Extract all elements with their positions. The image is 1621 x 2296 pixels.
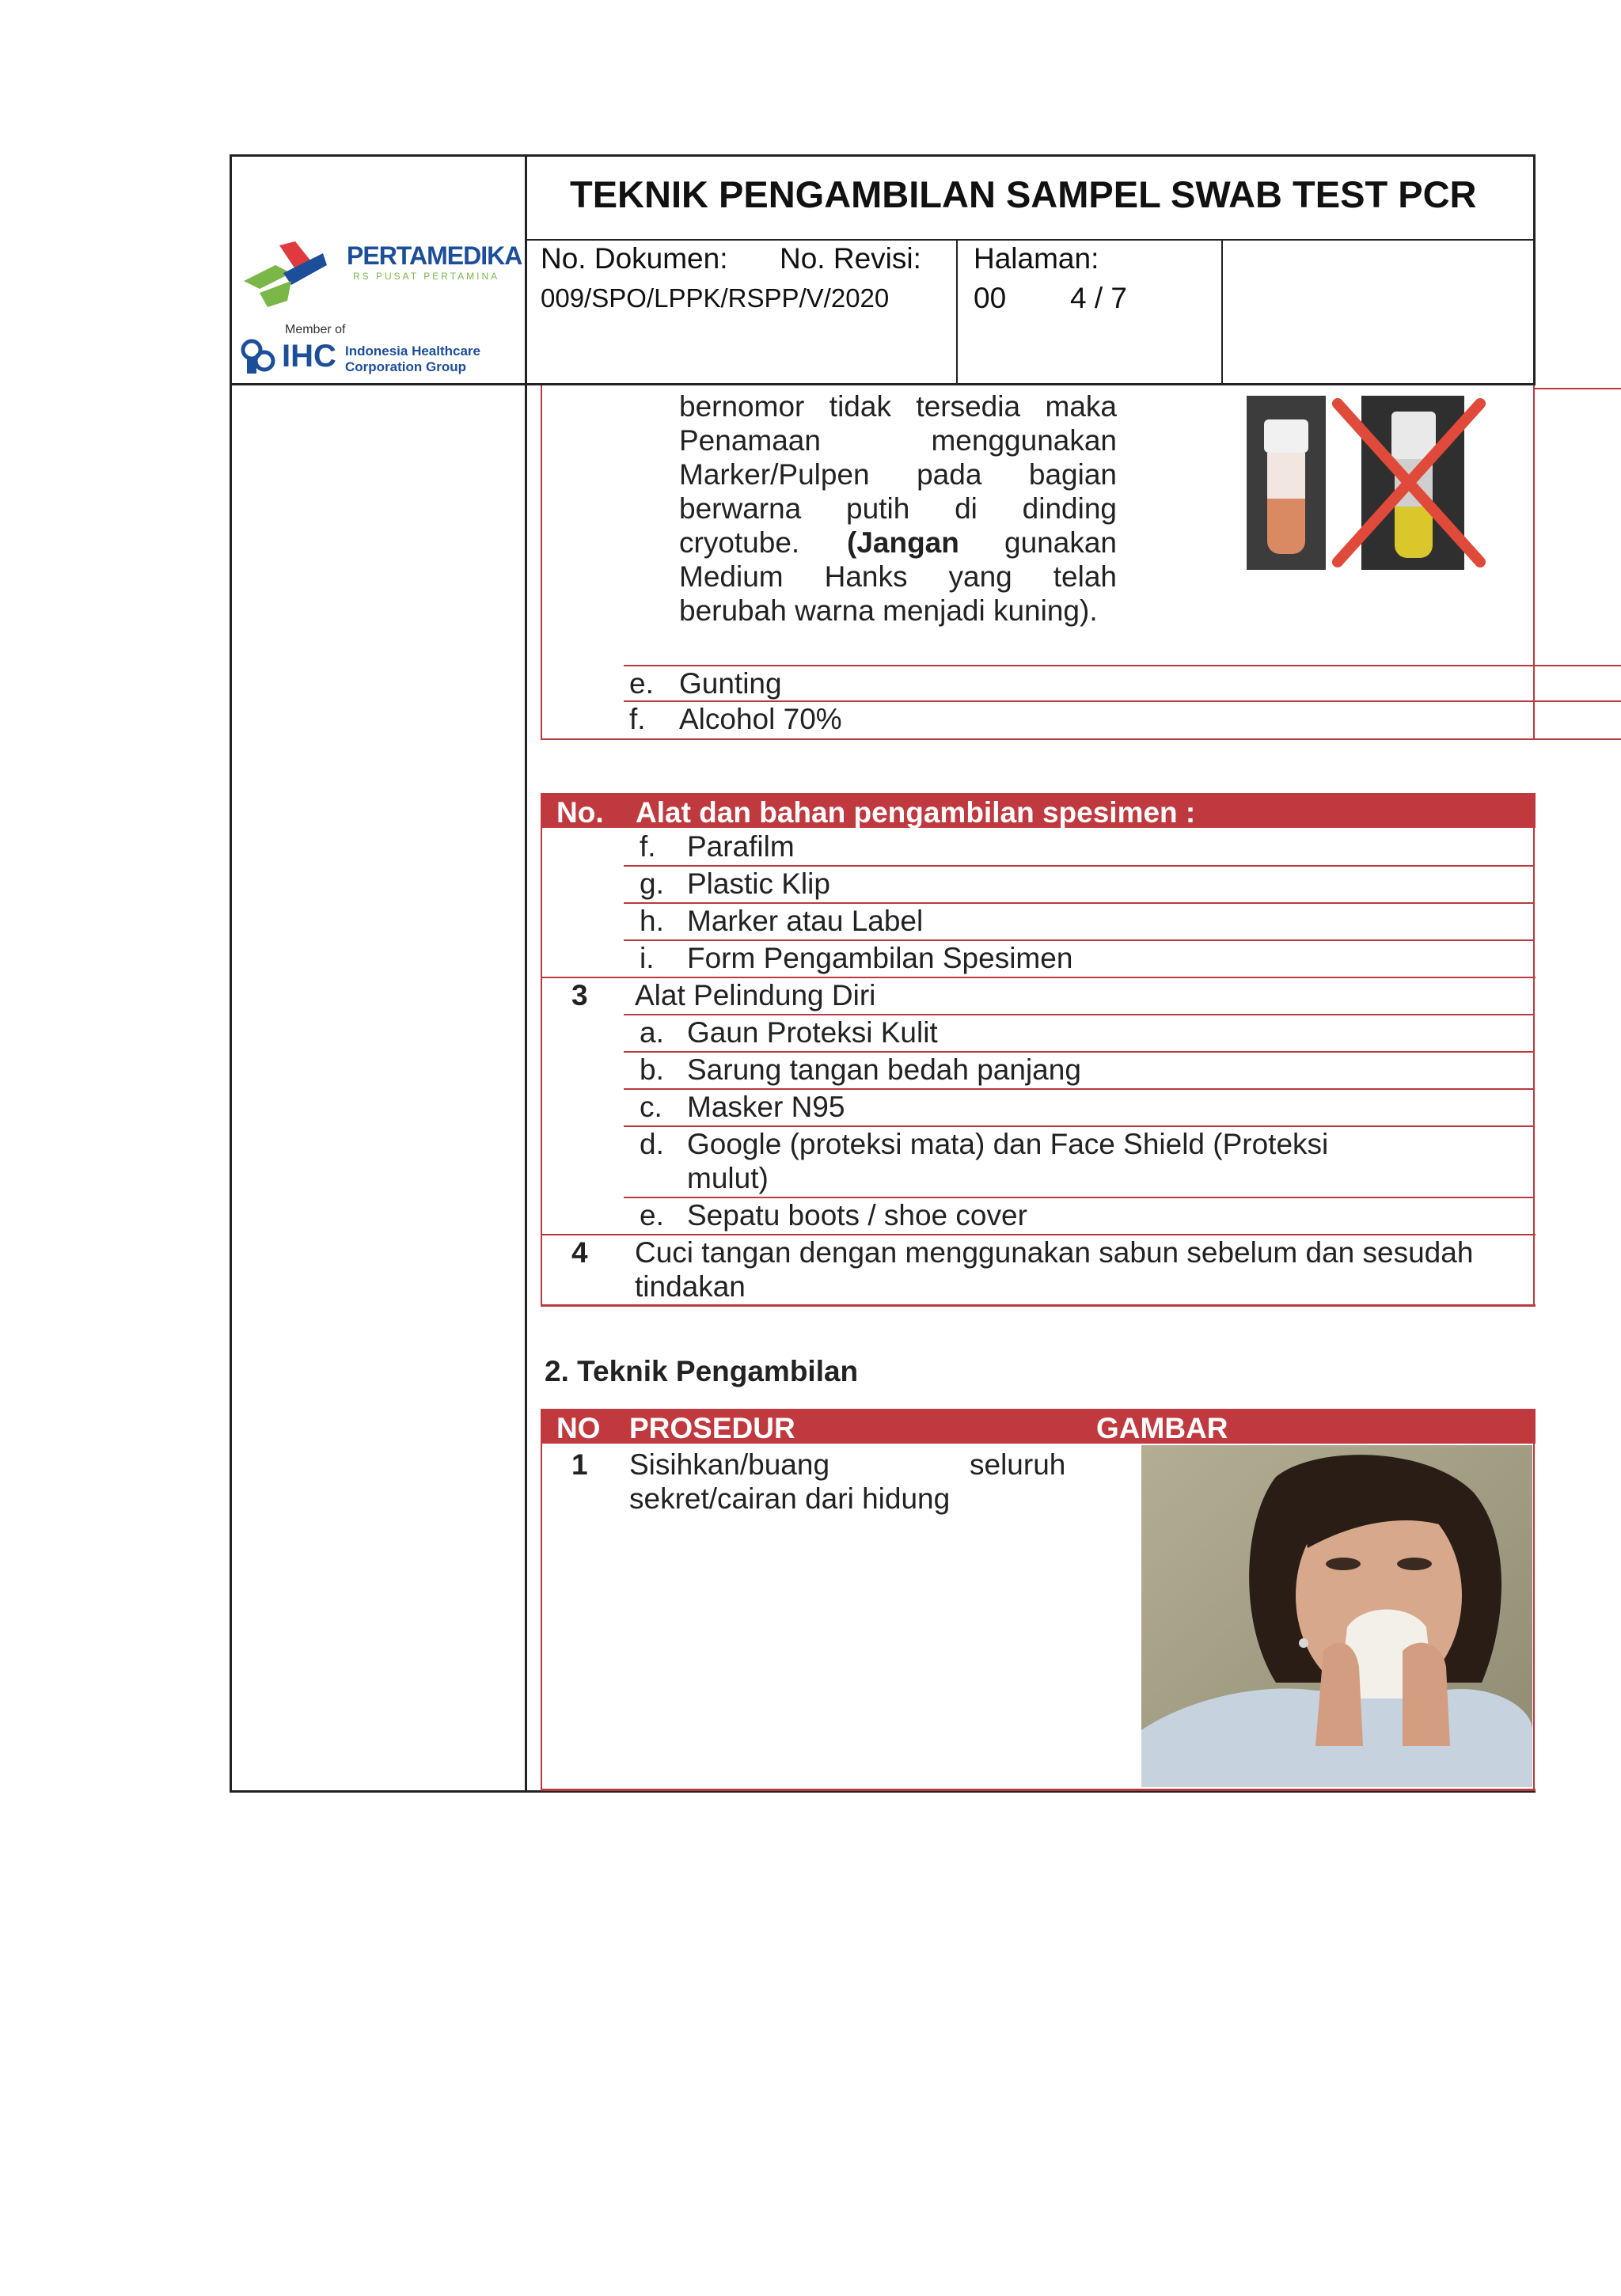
nose-blowing-photo: [1141, 1445, 1532, 1787]
pertamedika-logo-icon: [236, 237, 331, 309]
page-title: TEKNIK PENGAMBILAN SAMPEL SWAB TEST PCR: [570, 173, 1477, 215]
header-bottom-border: [230, 383, 1536, 385]
table1-col-no: No.: [556, 796, 604, 829]
doc-no-value: 009/SPO/LPPK/RSPP/V/2020: [541, 283, 890, 313]
section-2-heading: 2. Teknik Pengambilan: [545, 1355, 859, 1387]
t1-divider-8: [624, 1125, 1534, 1127]
t1-row-f-text: Parafilm: [687, 830, 795, 863]
logo-title: PERTAMEDIKA: [347, 241, 522, 270]
table2-col-no: NO: [556, 1412, 601, 1444]
table2-col-prosedur: PROSEDUR: [629, 1412, 795, 1444]
table1-header: [541, 793, 1536, 828]
revision-value: 00: [974, 282, 1007, 314]
cont-bottom-border: [541, 738, 1621, 740]
ihc-wordmark: IHC: [282, 339, 336, 374]
page-label: Halaman:: [974, 242, 1099, 275]
t1-row-h-text: Marker atau Label: [687, 905, 924, 937]
t1-row-e-letter: e.: [640, 1199, 664, 1231]
cont-line-5a: cryotube.: [679, 526, 800, 559]
doc-no-label: No. Dokumen:: [541, 242, 728, 275]
header-cell-divider-2: [1221, 239, 1223, 384]
cont-left-border: [541, 385, 542, 740]
t1-row-4-text2: tindakan: [635, 1270, 746, 1303]
cont-item-e-letter: e.: [629, 667, 654, 700]
cont-item-f-text: Alcohol 70%: [679, 703, 842, 735]
t1-row-3-text: Alat Pelindung Diri: [635, 979, 876, 1011]
ihc-line1: Indonesia Healthcare: [345, 343, 481, 359]
cont-line-5c: gunakan: [1004, 526, 1117, 559]
t1-divider-2: [624, 902, 1534, 904]
t1-row-e-text: Sepatu boots / shoe cover: [687, 1199, 1027, 1231]
logo-subtitle: RS PUSAT PERTAMINA: [353, 271, 500, 282]
t1-divider-7: [624, 1088, 1534, 1090]
cont-item-f-letter: f.: [629, 703, 646, 735]
header-right-border: [1533, 154, 1536, 384]
table2-right-border: [1533, 1444, 1535, 1790]
t1-divider-10: [541, 1234, 1536, 1235]
t1-row-f-letter: f.: [640, 830, 656, 863]
t2-row-1-word-a: Sisihkan/buang: [629, 1448, 830, 1481]
t1-row-4-text1: Cuci tangan dengan menggunakan sabun sebelum dan sesudah: [635, 1236, 1474, 1269]
header-mid-border: [525, 239, 1536, 241]
t1-row-d-text2: mulut): [687, 1162, 769, 1194]
table1-col-title: Alat dan bahan pengambilan spesimen :: [636, 796, 1196, 829]
t1-row-a-text: Gaun Proteksi Kulit: [687, 1016, 938, 1049]
t1-row-d-letter: d.: [640, 1128, 664, 1160]
t2-row-1-word-b: seluruh: [970, 1448, 1066, 1481]
t2-row-1-number: 1: [571, 1448, 588, 1481]
t1-divider-3: [624, 939, 1534, 941]
t1-row-h-letter: h.: [640, 905, 664, 937]
member-of-label: Member of: [285, 323, 346, 336]
cross-mark-icon: [1330, 392, 1488, 574]
cont-row-divider-1: [624, 665, 1621, 666]
revision-label: No. Revisi:: [780, 242, 921, 275]
cont-line-7: berubah warna menjadi kuning).: [679, 594, 1098, 627]
cont-line-3: Marker/Pulpen pada bagian: [679, 458, 1117, 491]
page-value: 4 / 7: [1070, 282, 1127, 314]
cont-row-divider-2: [624, 700, 1621, 702]
logo-block: [236, 237, 521, 381]
t1-row-g-text: Plastic Klip: [687, 867, 830, 900]
t1-divider-1: [624, 865, 1534, 867]
t1-row-i-text: Form Pengambilan Spesimen: [687, 942, 1073, 974]
header-top-border: [230, 154, 1536, 157]
cont-line-6: Medium Hanks yang telah: [679, 560, 1117, 593]
ihc-line2: Corporation Group: [345, 359, 466, 374]
cont-line-5: [679, 526, 1117, 560]
cont-line-1: bernomor tidak tersedia maka: [679, 390, 1117, 423]
cont-item-e-text: Gunting: [679, 667, 782, 700]
column-divider: [525, 154, 527, 1793]
t1-divider-5: [624, 1014, 1534, 1015]
t1-divider-9: [624, 1197, 1534, 1198]
cont-line-2: Penamaan menggunakan: [679, 424, 1117, 457]
t1-row-b-text: Sarung tangan bedah panjang: [687, 1053, 1081, 1086]
ihc-logo-icon: [236, 334, 283, 378]
t1-row-b-letter: b.: [640, 1053, 664, 1086]
cont-right-border: [1533, 385, 1535, 740]
t1-row-g-letter: g.: [640, 867, 664, 900]
table2-bottom-border: [541, 1789, 1536, 1791]
t1-row-c-text: Masker N95: [687, 1091, 845, 1123]
t1-row-3-number: 3: [571, 979, 588, 1011]
t1-row-d-text1: Google (proteksi mata) dan Face Shield (Proteksi: [687, 1128, 1329, 1160]
table2-header: [541, 1409, 1536, 1444]
table2-col-gambar: GAMBAR: [1096, 1412, 1228, 1444]
cryotube-correct-image: [1247, 396, 1326, 570]
t1-divider-6: [624, 1051, 1534, 1053]
t2-row-1-line2: sekret/cairan dari hidung: [629, 1482, 951, 1515]
cont-line-5b: (Jangan: [847, 526, 959, 559]
table1-bottom-border: [541, 1304, 1536, 1307]
t1-row-i-letter: i.: [640, 942, 655, 974]
header-cell-divider-1: [956, 239, 958, 384]
page-left-border: [230, 154, 232, 1793]
t1-divider-4: [541, 977, 1536, 978]
table2-left-border: [541, 1444, 542, 1790]
t1-row-4-number: 4: [571, 1236, 588, 1269]
t1-row-a-letter: a.: [640, 1016, 664, 1049]
cont-line-4: berwarna putih di dinding: [679, 492, 1117, 525]
t1-row-c-letter: c.: [640, 1091, 662, 1123]
cont-right-stub: [1533, 388, 1621, 389]
